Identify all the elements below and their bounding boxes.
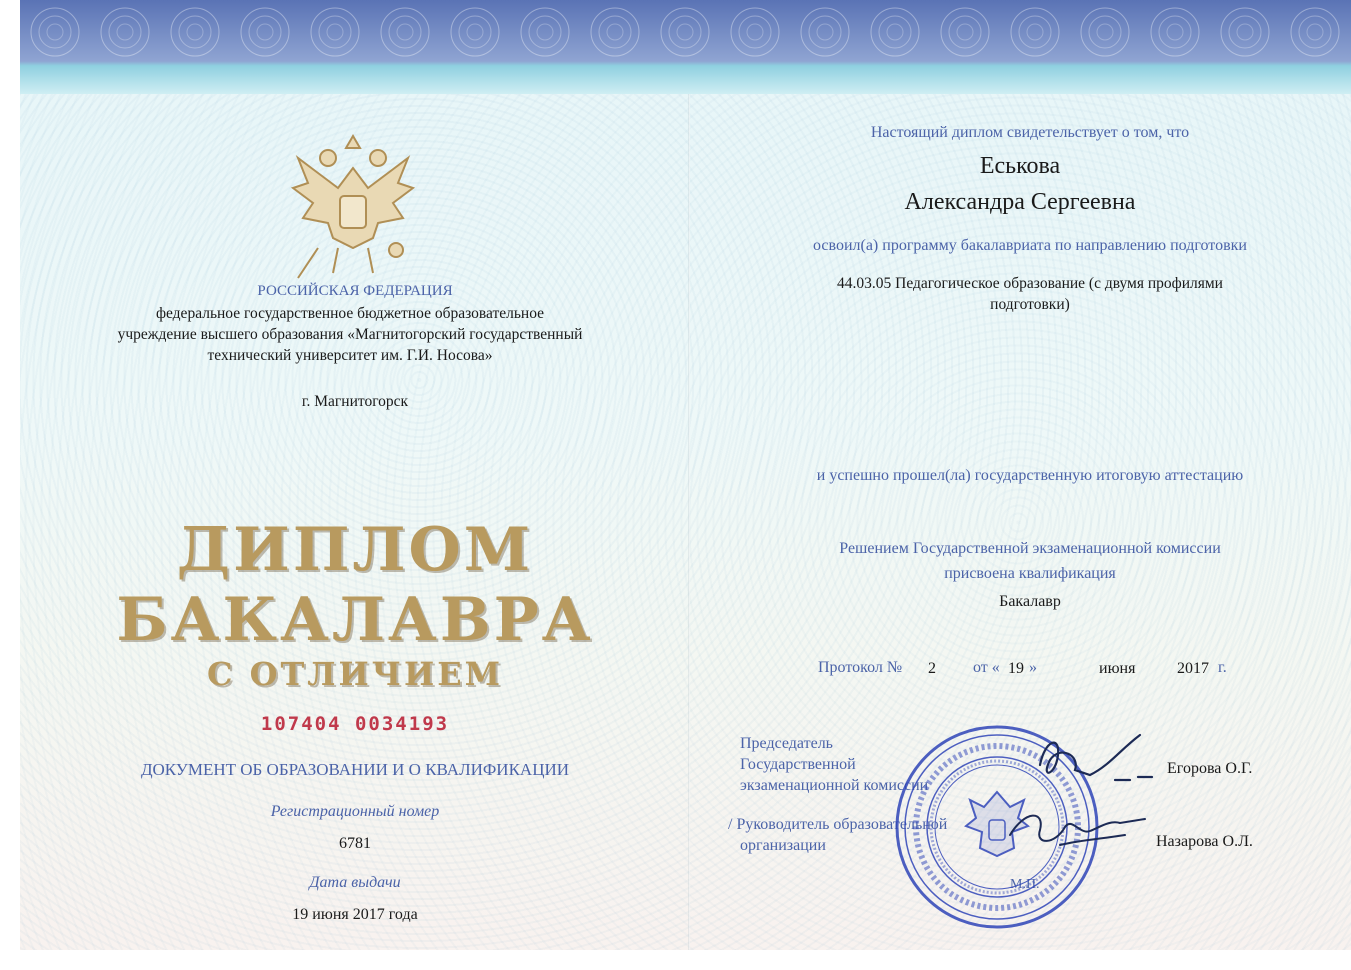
institution-line-2: учреждение высшего образования «Магнитогорский государственный bbox=[117, 326, 583, 343]
reg-number: 6781 bbox=[339, 835, 371, 852]
decision-line-2: присвоена квалификация bbox=[944, 565, 1116, 582]
institution-line-1: федеральное государственное бюджетное образовательное bbox=[155, 305, 545, 322]
head-name: Назарова О.Л. bbox=[1156, 833, 1253, 850]
title-line-3: С ОТЛИЧИЕМ bbox=[206, 655, 504, 693]
country-name: РОССИЙСКАЯ ФЕДЕРАЦИЯ bbox=[257, 283, 453, 299]
head-line-2: организации bbox=[740, 837, 826, 854]
stamp-mark: М.П. bbox=[1010, 877, 1040, 892]
title-line-1: ДИПЛОМ bbox=[176, 515, 534, 585]
protocol-year: 2017 bbox=[1177, 660, 1209, 677]
decision-line-1: Решением Государственной экзаменационной комиссии bbox=[839, 540, 1221, 557]
issue-date: 19 июня 2017 года bbox=[292, 906, 418, 923]
decorative-top-band bbox=[20, 0, 1351, 94]
chair-signature bbox=[1020, 725, 1160, 795]
title-line-2: БАКАЛАВРА bbox=[116, 585, 594, 655]
program-line-1: 44.03.05 Педагогическое образование (с двумя профилями bbox=[837, 275, 1223, 292]
double-headed-eagle-emblem-icon bbox=[278, 128, 428, 280]
document-type: ДОКУМЕНТ ОБ ОБРАЗОВАНИИ И О КВАЛИФИКАЦИИ bbox=[140, 760, 570, 779]
program-text: освоил(а) программу бакалавриата по направлению подготовки bbox=[813, 237, 1247, 254]
chair-line-2: Государственной bbox=[740, 756, 856, 773]
given-names: Александра Сергеевна bbox=[904, 189, 1136, 215]
head-line-1: / Руководитель образовательной bbox=[728, 816, 948, 833]
qualification: Бакалавр bbox=[999, 593, 1061, 610]
chair-name: Егорова О.Г. bbox=[1167, 760, 1253, 777]
program-line-2: подготовки) bbox=[990, 296, 1070, 313]
diploma-document bbox=[20, 0, 1351, 950]
protocol-number: 2 bbox=[928, 660, 936, 677]
head-signature bbox=[1000, 805, 1150, 855]
chair-line-3: экзаменационной комиссии bbox=[740, 777, 929, 794]
issue-date-label: Дата выдачи bbox=[309, 874, 401, 891]
protocol-year-suffix: г. bbox=[1218, 659, 1227, 676]
surname: Еськова bbox=[979, 153, 1061, 179]
chair-line-1: Председатель bbox=[740, 735, 833, 752]
intro-text: Настоящий диплом свидетельствует о том, что bbox=[870, 124, 1190, 141]
reg-number-label: Регистрационный номер bbox=[270, 803, 440, 820]
protocol-day-close: » bbox=[1029, 659, 1037, 676]
protocol-day: 19 bbox=[1008, 660, 1024, 677]
serial-number: 107404 0034193 bbox=[260, 713, 450, 735]
center-fold bbox=[688, 94, 690, 950]
protocol-from: от « bbox=[973, 659, 1000, 676]
protocol-label: Протокол № bbox=[818, 659, 903, 676]
city: г. Магнитогорск bbox=[301, 393, 409, 410]
attestation-text: и успешно прошел(ла) государственную итоговую аттестацию bbox=[816, 467, 1244, 484]
institution-line-3: технический университет им. Г.И. Носова» bbox=[207, 347, 493, 364]
protocol-month: июня bbox=[1099, 660, 1136, 677]
